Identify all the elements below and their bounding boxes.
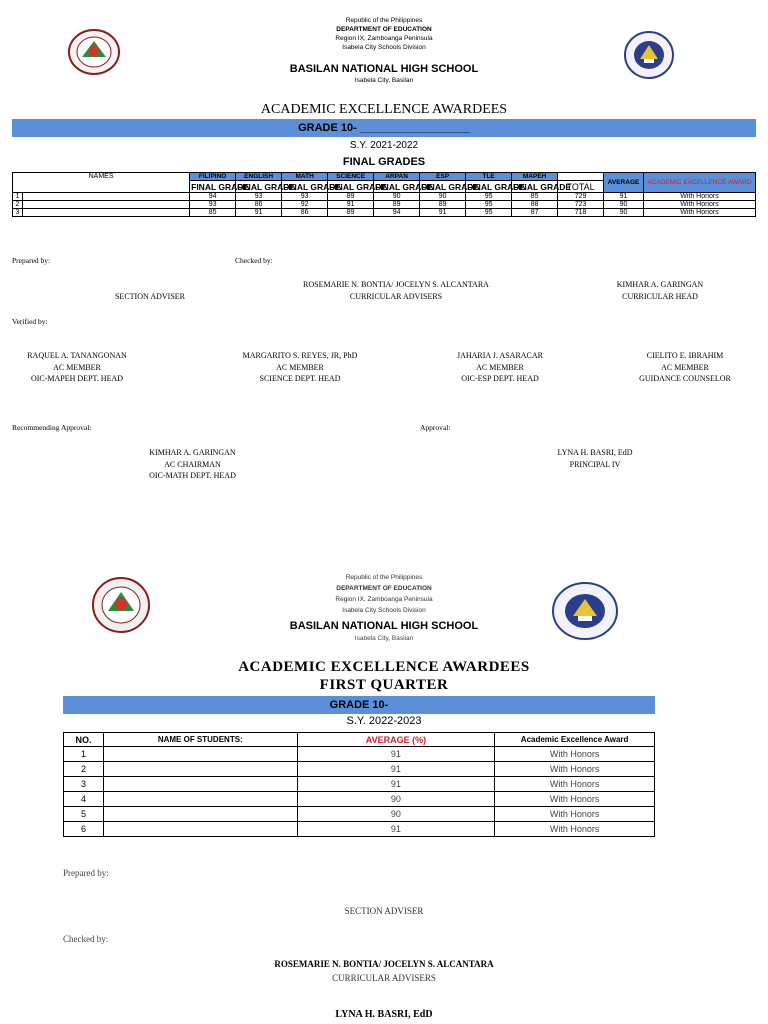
final-grade-subheader: FINAL GRADE xyxy=(191,181,250,192)
curricular-advisers-name: ROSEMARIE N. BONTIA/ JOCELYN S. ALCANTARA xyxy=(274,959,494,969)
average-header: AVERAGE (%) xyxy=(297,733,495,747)
department-text: DEPARTMENT OF EDUCATION xyxy=(336,585,432,592)
table-row: 4 90 With Honors xyxy=(64,792,655,807)
final-grade-subheader: FINAL GRADE xyxy=(237,181,296,192)
prepared-by-label: Prepared by: xyxy=(63,868,109,878)
curricular-advisers-role: CURRICULAR ADVISERS xyxy=(332,973,436,983)
school-address: Isabela City, Basilan xyxy=(354,77,414,84)
final-grade-subheader: FINAL GRADE xyxy=(329,181,388,192)
curricular-head-role: CURRICULAR HEAD xyxy=(622,291,698,301)
subject-header: MATH xyxy=(282,173,328,181)
approval-label: Approval: xyxy=(420,423,451,432)
first-quarter-table xyxy=(63,732,655,837)
name-header: NAME OF STUDENTS: xyxy=(103,733,297,747)
table-row: 2 93 86 92 91 89 89 95 88 723 90 With Honors xyxy=(13,201,756,209)
section-adviser-role: SECTION ADVISER xyxy=(344,906,424,916)
republic-text: Republic of the Philippines xyxy=(345,17,423,24)
principal-name: LYNA H. BASRI, EdD xyxy=(335,1009,433,1020)
deped-seal-logo xyxy=(552,582,618,640)
region-text: Region IX, Zamboanga Peninsula xyxy=(335,596,433,603)
average-header: AVERAGE xyxy=(604,173,644,193)
section-adviser-role: SECTION ADVISER xyxy=(114,292,185,301)
region-text: Region IX, Zamboanga Peninsula xyxy=(335,35,433,42)
grade-banner: GRADE 10- __________________ xyxy=(12,119,756,137)
verified-by-label: Verified by: xyxy=(12,317,48,326)
subject-header: ARPAN xyxy=(374,173,420,181)
chairman-block: KIMHAR A. GARINGAN AC CHAIRMAN OIC-MATH DEPT. HEAD xyxy=(149,448,236,480)
table-row: 6 91 With Honors xyxy=(64,822,655,837)
signatory-block: MARGARITO S. REYES, JR, PhD AC MEMBER SCIENCE DEPT. HEAD xyxy=(242,351,358,383)
checked-by-label: Checked by: xyxy=(63,934,109,944)
division-text: Isabela City Schools Division xyxy=(342,607,426,614)
school-name: BASILAN NATIONAL HIGH SCHOOL xyxy=(289,620,479,632)
award-header: ACADEMIC EXCELLENCE AWARD xyxy=(644,173,756,193)
curricular-advisers-name: ROSEMARIE N. BONTIA/ JOCELYN S. ALCANTARA xyxy=(303,280,489,289)
final-grades-label: FINAL GRADES xyxy=(342,156,426,168)
subject-header: ENGLISH xyxy=(236,173,282,181)
subject-header: MAPEH xyxy=(512,173,558,181)
recommending-approval-label: Recommending Approval: xyxy=(12,423,92,432)
table-row: 3 91 With Honors xyxy=(64,777,655,792)
subject-header: SCIENCE xyxy=(328,173,374,181)
signatory-block: RAQUEL A. TANANGONAN AC MEMBER OIC-MAPEH DEPT. HEAD xyxy=(27,351,127,383)
school-seal-logo xyxy=(92,577,150,633)
no-header: NO. xyxy=(64,733,104,747)
division-text: Isabela City Schools Division xyxy=(342,44,426,51)
signatory-block: JAHARIA J. ASARACAR AC MEMBER OIC-ESP DEPT. HEAD xyxy=(456,351,544,383)
prepared-by-label: Prepared by: xyxy=(12,256,51,265)
award-header: Academic Excellence Award xyxy=(495,733,655,747)
table-row: 1 94 93 93 89 90 90 95 85 729 91 With Honors xyxy=(13,193,756,201)
table-row: 3 85 91 86 89 94 91 95 87 718 90 With Honors xyxy=(13,209,756,217)
doc-title: ACADEMIC EXCELLENCE AWARDEES xyxy=(260,102,508,117)
curricular-head-name: KIMHAR A. GARINGAN xyxy=(616,280,704,289)
final-grade-subheader: FINAL GRADE xyxy=(513,181,572,192)
subject-header: FILIPINO xyxy=(190,173,236,181)
signatory-block: CIELITO E. IBRAHIM AC MEMBER GUIDANCE COUNSELOR xyxy=(639,351,731,383)
final-grade-subheader: FINAL GRADE xyxy=(283,181,342,192)
school-name: BASILAN NATIONAL HIGH SCHOOL xyxy=(289,63,479,75)
checked-by-label: Checked by: xyxy=(235,256,273,265)
school-year: S.Y. 2021-2022 xyxy=(349,140,419,151)
subject-header: TLE xyxy=(466,173,512,181)
final-grade-subheader: FINAL GRADE xyxy=(467,181,526,192)
school-seal-logo xyxy=(68,29,120,75)
school-year: S.Y. 2022-2023 xyxy=(346,715,422,727)
department-text: DEPARTMENT OF EDUCATION xyxy=(336,26,432,33)
final-grade-subheader: FINAL GRADE xyxy=(421,181,480,192)
doc-title: ACADEMIC EXCELLENCE AWARDEES xyxy=(238,659,530,675)
school-address: Isabela City, Basilan xyxy=(354,635,414,642)
table-row: 2 91 With Honors xyxy=(64,762,655,777)
total-header: TOTAL xyxy=(558,181,604,193)
table-row: 1 91 With Honors xyxy=(64,747,655,762)
deped-seal-logo xyxy=(624,31,674,79)
subject-header: ESP xyxy=(420,173,466,181)
grade-banner: GRADE 10- xyxy=(63,696,655,714)
names-header: NAMES xyxy=(13,173,190,193)
final-grade-subheader: FINAL GRADE xyxy=(375,181,434,192)
principal-block: LYNA H. BASRI, EdD PRINCIPAL IV xyxy=(557,448,633,469)
table-row: 5 90 With Honors xyxy=(64,807,655,822)
final-grades-table xyxy=(12,172,756,217)
curricular-advisers-role: CURRICULAR ADVISERS xyxy=(349,291,443,301)
republic-text: Republic of the Philippines xyxy=(345,574,423,581)
quarter-title: FIRST QUARTER xyxy=(319,677,449,693)
